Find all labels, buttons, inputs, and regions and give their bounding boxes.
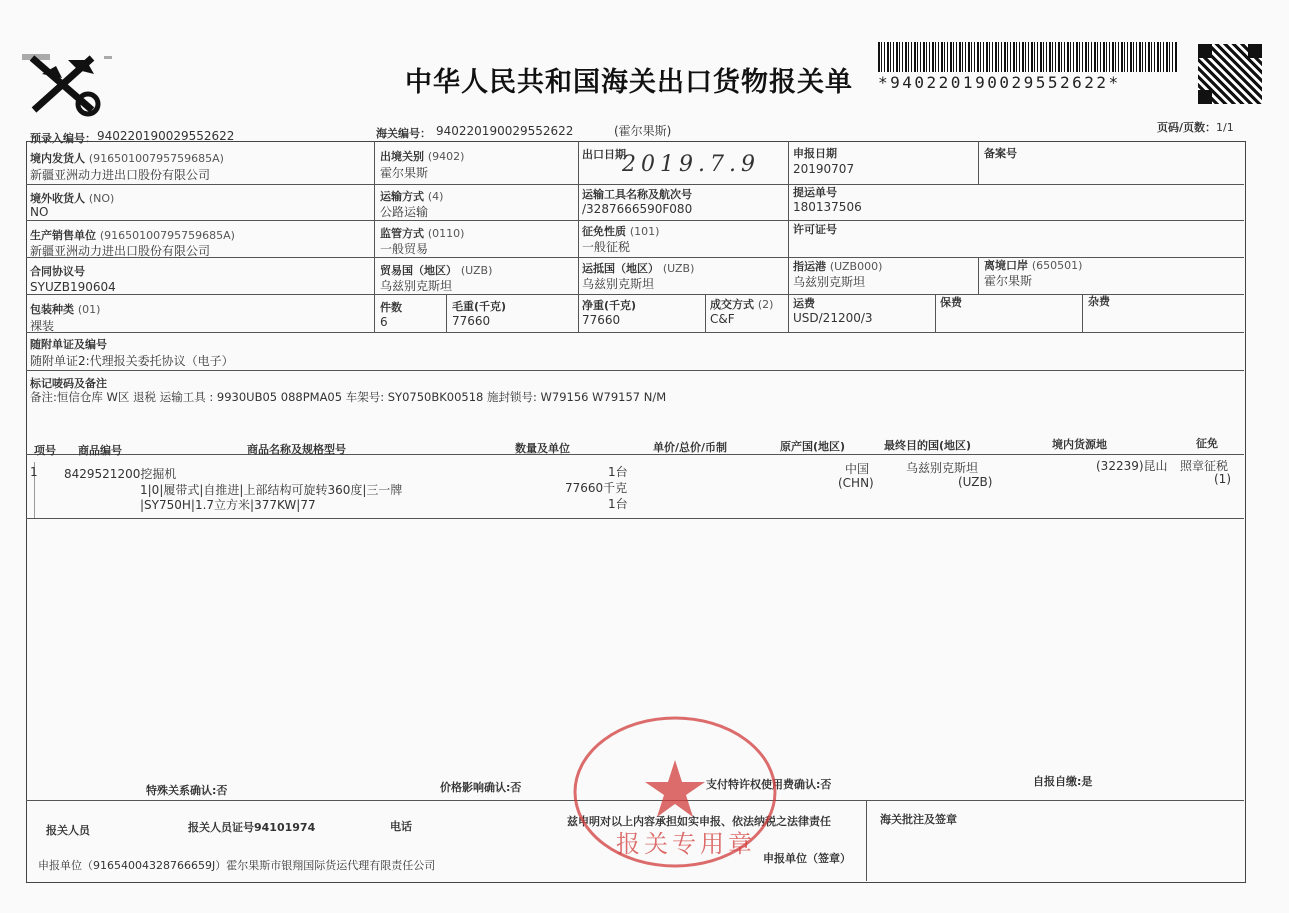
page-title: 中华人民共和国海关出口货物报关单 — [405, 67, 853, 98]
attached-docs-value: 随附单证2:代理报关委托协议（电子） — [30, 354, 234, 368]
royalty-confirm: 支付特许权使用费确认:否 — [706, 778, 832, 791]
self-report: 自报自缴:是 — [1033, 775, 1093, 788]
exit-port-value: 霍尔果斯 — [984, 274, 1033, 288]
consignor-value: 新疆亚洲动力进出口股份有限公司 — [30, 168, 211, 182]
declarant-label: 报关人员 — [46, 824, 90, 837]
pre-entry-no: 940220190029552622 — [97, 129, 235, 143]
marks-label: 标记唛码及备注 — [30, 377, 107, 390]
row-final-dest: 乌兹别克斯坦 — [906, 461, 979, 475]
row-goods-name: 挖掘机 — [140, 467, 177, 481]
customs-no-label: 海关编号： — [376, 127, 431, 140]
exit-customs-label: 出境关别 (9402) — [380, 150, 465, 163]
row-hs-code — [64, 465, 176, 482]
customs-emblem-icon — [22, 44, 112, 122]
deal-mode-value: C&F — [710, 312, 735, 326]
package-label: 包装种类 (01) — [30, 303, 101, 316]
row-exemption-code: (1) — [1214, 472, 1231, 486]
declarant-cert: 报关人员证号94101974 — [188, 821, 316, 834]
stamp-text: 报关专用章 — [616, 830, 756, 858]
col-origin: 原产国(地区) — [780, 440, 846, 453]
misc-label: 杂费 — [1088, 295, 1110, 308]
transport-name-label: 运输工具名称及航次号 — [582, 188, 692, 201]
transport-mode-label: 运输方式 (4) — [380, 190, 444, 203]
col-hs-code: 商品编号 — [78, 444, 122, 457]
trade-country-label: 贸易国（地区） (UZB) — [380, 264, 493, 277]
phone-label: 电话 — [390, 820, 412, 833]
insurance-label: 保费 — [940, 296, 962, 309]
bill-no-value: 180137506 — [793, 200, 862, 214]
consignor-label: 境内发货人 (91650100795759685A) — [30, 152, 224, 165]
customs-note-label: 海关批注及签章 — [880, 813, 957, 826]
tax-nature-value: 一般征税 — [582, 240, 631, 254]
supervision-value: 一般贸易 — [380, 242, 429, 256]
col-item-no: 项号 — [34, 444, 56, 457]
customs-no: 940220190029552622 — [436, 124, 574, 138]
dest-country-label: 运抵国（地区） (UZB) — [582, 262, 695, 275]
col-quantity: 数量及单位 — [515, 442, 570, 455]
row-item-no: 1 — [30, 465, 38, 479]
barcode-icon — [878, 42, 1178, 72]
barcode-text: *940220190029552622* — [878, 73, 1121, 92]
row-source: (32239)昆山 — [1096, 459, 1168, 473]
license-no-label: 许可证号 — [793, 223, 837, 236]
page-value: 1/1 — [1216, 121, 1234, 134]
freight-label: 运费 — [793, 297, 815, 310]
col-price: 单价/总价/币制 — [653, 441, 728, 454]
net-weight-label: 净重(千克) — [582, 299, 637, 312]
row-final-dest-code: (UZB) — [958, 475, 993, 489]
dest-country-value: 乌兹别克斯坦 — [582, 277, 655, 291]
declaring-unit: 申报单位（91654004328766659J）霍尔果斯市银翔国际货运代理有限责任公司 — [38, 859, 436, 872]
export-date-label: 出口日期 — [582, 148, 626, 161]
supervision-label: 监管方式 (0110) — [380, 227, 465, 240]
row-hs-code-value: 8429521200 — [64, 467, 141, 481]
qr-code-icon — [1198, 44, 1262, 104]
record-no-label: 备案号 — [984, 147, 1017, 160]
contract-label: 合同协议号 — [30, 265, 85, 278]
declare-date-value: 20190707 — [793, 162, 855, 176]
producer-label: 生产销售单位 (91650100795759685A) — [30, 229, 235, 242]
row-origin-code: (CHN) — [838, 476, 874, 490]
customs-declaration-stamp — [570, 712, 780, 872]
marks-value: 备注:恒信仓库 W区 退税 运输工具 : 9930UB05 088PMA05 车架号: SY0750BK00518 施封锁号: W79156 W79157 N/M — [30, 390, 667, 404]
row-spec-line1: 1|0|履带式|自推进|上部结构可旋转360度|三一牌 — [140, 483, 403, 497]
consignee-value: NO — [30, 205, 49, 219]
row-qty2: 77660千克 — [565, 481, 628, 495]
consignee-label: 境外收货人 (NO) — [30, 192, 115, 205]
tax-nature-label: 征免性质 (101) — [582, 225, 660, 238]
dest-port-value: 乌兹别克斯坦 — [793, 275, 866, 289]
producer-value: 新疆亚洲动力进出口股份有限公司 — [30, 244, 211, 258]
row-spec-line2: |SY750H|1.7立方米|377KW|77 — [140, 498, 316, 512]
trade-country-value: 乌兹别克斯坦 — [380, 279, 453, 293]
row-qty1: 1台 — [608, 465, 628, 479]
declare-date-label: 申报日期 — [793, 147, 837, 160]
page-label: 页码/页数：1/1 — [1157, 121, 1234, 134]
declaration-statement: 兹申明对以上内容承担如实申报、依法纳税之法律责任 — [567, 815, 831, 828]
bill-no-label: 提运单号 — [793, 186, 837, 199]
gross-weight-label: 毛重(千克) — [452, 300, 507, 313]
pieces-value: 6 — [380, 315, 388, 329]
gross-weight-value: 77660 — [452, 314, 491, 328]
declaring-unit-sign: 申报单位（签章） — [763, 852, 851, 865]
col-final-dest: 最终目的国(地区) — [884, 439, 972, 452]
contract-value: SYUZB190604 — [30, 280, 116, 294]
transport-mode-value: 公路运输 — [380, 205, 429, 219]
row-exemption: 照章征税 — [1180, 459, 1229, 473]
pre-entry-label: 预录入编号： — [30, 132, 96, 145]
row-origin: 中国 — [845, 462, 870, 476]
col-goods-name: 商品名称及规格型号 — [247, 443, 346, 456]
row-qty3: 1台 — [608, 497, 628, 511]
package-value: 裸装 — [30, 319, 55, 333]
exit-customs-value: 霍尔果斯 — [380, 166, 429, 180]
col-exemption: 征免 — [1196, 437, 1218, 450]
port-note: (霍尔果斯) — [614, 124, 672, 138]
attached-docs-label: 随附单证及编号 — [30, 338, 107, 351]
col-source: 境内货源地 — [1052, 438, 1107, 451]
deal-mode-label: 成交方式 (2) — [710, 298, 774, 311]
special-relation-confirm: 特殊关系确认:否 — [146, 784, 228, 797]
export-date-handwritten: 2019.7.9 — [622, 152, 760, 177]
net-weight-value: 77660 — [582, 313, 621, 327]
price-impact-confirm: 价格影响确认:否 — [440, 781, 522, 794]
freight-value: USD/21200/3 — [793, 311, 873, 325]
transport-name-value: /3287666590F080 — [582, 202, 693, 216]
dest-port-label: 指运港 (UZB000) — [793, 260, 883, 273]
pieces-label: 件数 — [380, 301, 402, 314]
exit-port-label: 离境口岸 (650501) — [984, 259, 1083, 272]
